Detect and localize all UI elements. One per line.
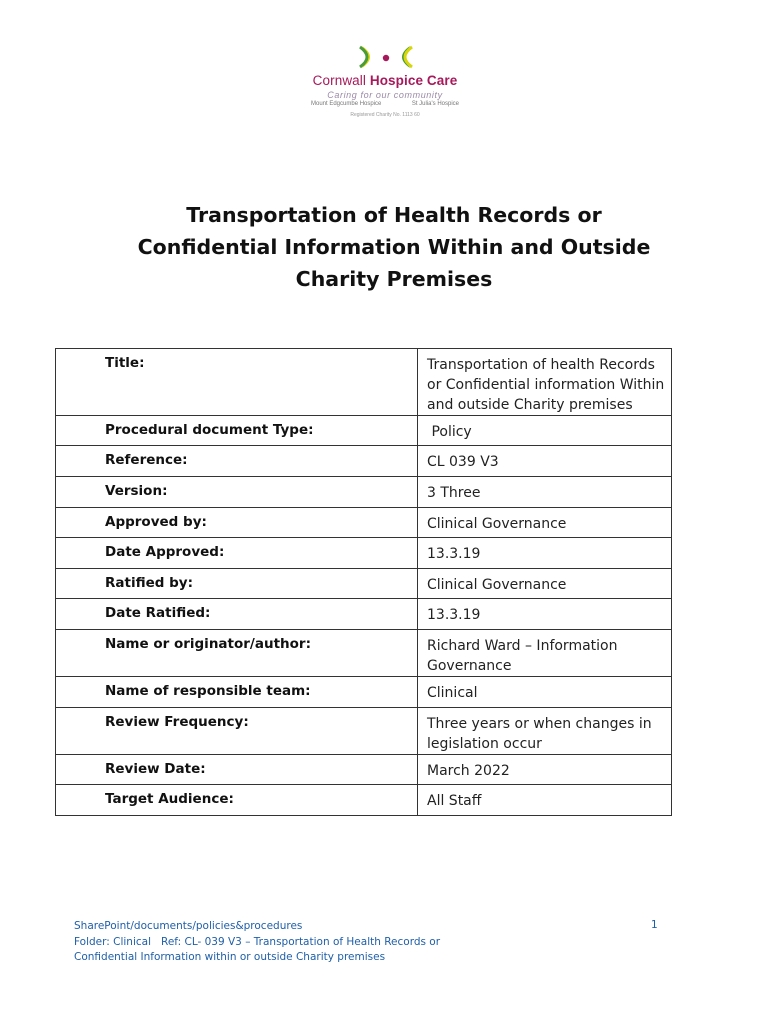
page-footer <box>74 919 664 966</box>
document-title-line: Confidential Information Within and Outside <box>137 235 651 259</box>
document-title <box>60 199 728 295</box>
logo-tagline: Caring for our community <box>327 90 443 100</box>
row-value: CL 039 V3 <box>418 446 672 477</box>
table-row <box>56 708 672 755</box>
row-value: Clinical Governance <box>418 569 672 599</box>
row-label: Approved by: <box>56 508 418 538</box>
table-row <box>56 349 672 416</box>
table-row <box>56 599 672 630</box>
row-label: Ratified by: <box>56 569 418 599</box>
row-label: Date Approved: <box>56 538 418 569</box>
table-row <box>56 677 672 708</box>
logo-site-left: Mount Edgcumbe Hospice <box>311 101 382 107</box>
table-row <box>56 755 672 785</box>
row-value: Transportation of health Records or Confidential information Within and outside Charity premises <box>418 349 672 416</box>
row-label: Title: <box>56 349 418 416</box>
row-value: Clinical <box>418 677 672 708</box>
row-label: Review Date: <box>56 755 418 785</box>
table-row <box>56 477 672 508</box>
row-label: Name of responsible team: <box>56 677 418 708</box>
page-number: 1 <box>651 919 658 931</box>
hospice-logo-mark-icon <box>358 42 414 72</box>
footer-reference-continued: Confidential Information within or outside Charity premises <box>74 951 386 963</box>
organisation-logo <box>305 42 465 122</box>
table-row <box>56 630 672 677</box>
table-row <box>56 508 672 538</box>
table-row <box>56 446 672 477</box>
logo-registered-charity: Registered Charity No. 1113 60 <box>350 112 420 118</box>
row-value: 3 Three <box>418 477 672 508</box>
row-value: All Staff <box>418 785 672 816</box>
footer-reference: Folder: Clinical Ref: CL- 039 V3 – Transportation of Health Records or <box>74 935 441 948</box>
table-row <box>56 416 672 446</box>
document-title-line: Transportation of Health Records or <box>186 203 602 227</box>
row-label: Version: <box>56 477 418 508</box>
document-title-line: Charity Premises <box>295 267 493 291</box>
row-value: Policy <box>418 416 672 446</box>
row-label: Reference: <box>56 446 418 477</box>
row-value: Three years or when changes in legislation occur <box>418 708 672 755</box>
logo-site-right: St Julia's Hospice <box>411 101 459 107</box>
table-row <box>56 569 672 599</box>
row-label: Procedural document Type: <box>56 416 418 446</box>
row-value: March 2022 <box>418 755 672 785</box>
row-value: Clinical Governance <box>418 508 672 538</box>
row-value: Richard Ward – Information Governance <box>418 630 672 677</box>
row-label: Date Ratified: <box>56 599 418 630</box>
row-label: Target Audience: <box>56 785 418 816</box>
document-details-table <box>55 348 672 816</box>
row-label: Name or originator/author: <box>56 630 418 677</box>
row-value: 13.3.19 <box>418 599 672 630</box>
logo-organisation-name: Cornwall Hospice Care <box>312 73 458 88</box>
table-row <box>56 785 672 816</box>
row-value: 13.3.19 <box>418 538 672 569</box>
logo-sites <box>311 101 459 107</box>
footer-path: SharePoint/documents/policies&procedures <box>74 920 303 932</box>
row-label: Review Frequency: <box>56 708 418 755</box>
table-row <box>56 538 672 569</box>
